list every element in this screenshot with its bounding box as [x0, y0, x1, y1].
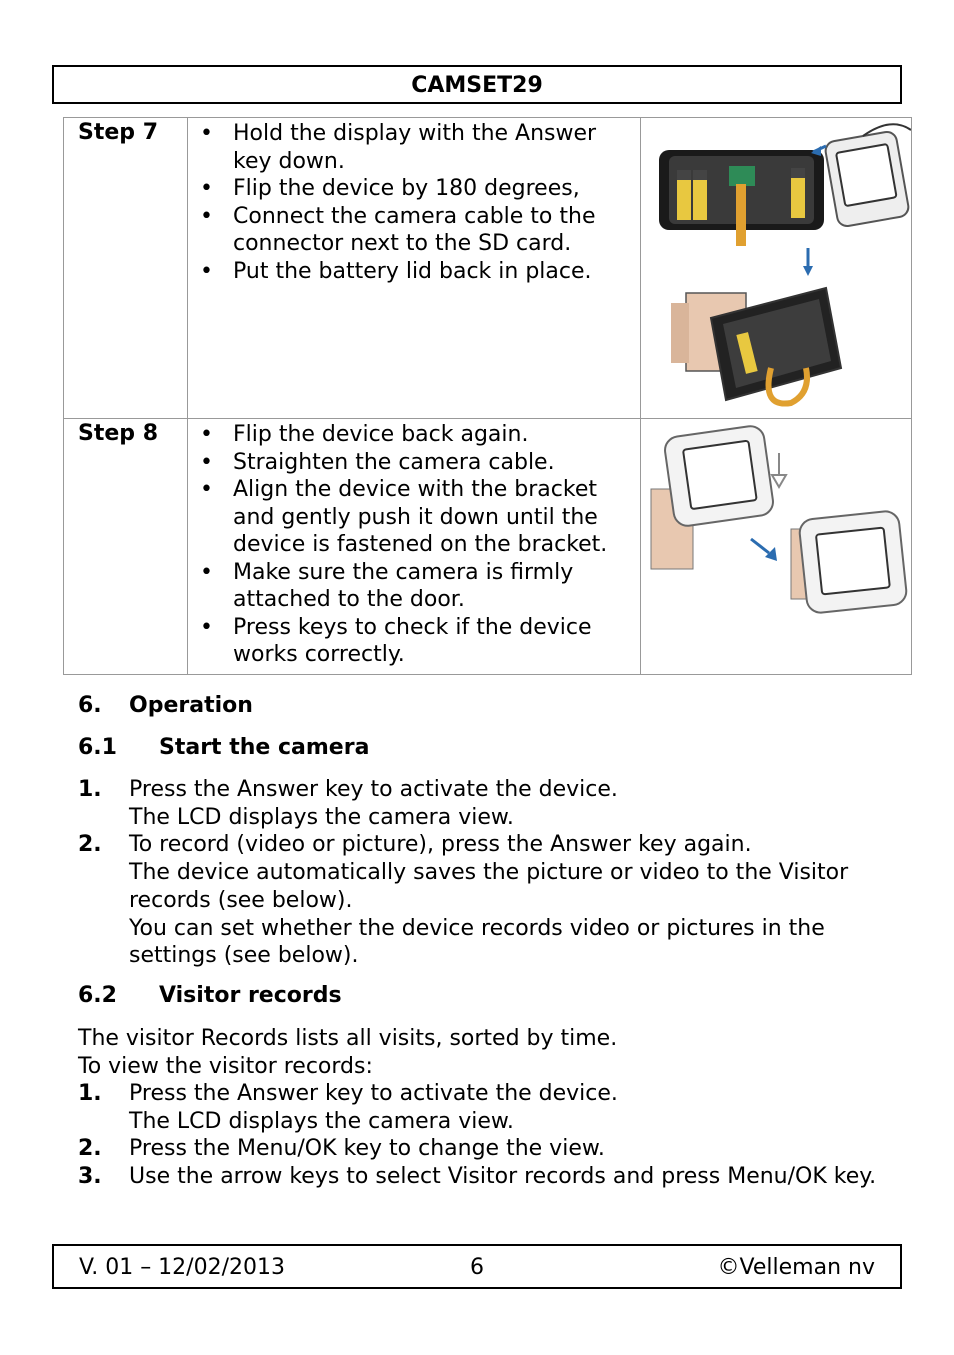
intro-line: The visitor Records lists all visits, sorted by time.: [78, 1026, 618, 1051]
footer-version: V. 01 – 12/02/2013: [79, 1255, 285, 1280]
step-8-bullets: [188, 419, 640, 669]
bullet-item: • Put the battery lid back in place.: [188, 258, 640, 286]
step-8-illustration: [641, 419, 909, 668]
step-7-illustration: [641, 118, 911, 412]
section-number: 6.: [78, 693, 102, 718]
section-number: 6.1: [78, 735, 117, 760]
section-6-heading: [78, 693, 253, 718]
item-number: 2.: [78, 1136, 102, 1162]
section-title: Visitor records: [159, 983, 342, 1008]
item-number: 3.: [78, 1164, 102, 1190]
item-line: You can set whether the device records video or pictures in the settings (see below).: [129, 915, 825, 969]
visitor-records-intro: [78, 1025, 898, 1080]
footer-page-number: 6: [470, 1255, 484, 1280]
document-footer: [52, 1244, 902, 1289]
item-line: To record (video or picture), press the Answer key again.: [129, 832, 752, 858]
list-item: [78, 1163, 898, 1191]
bullet-item: • Flip the device back again.: [188, 421, 640, 449]
bullet-item: • Flip the device by 180 degrees,: [188, 175, 640, 203]
visitor-records-steps: [78, 1080, 898, 1191]
bullet-item: • Make sure the camera is firmly attached to the door.: [188, 559, 640, 614]
item-line: Press the Answer key to activate the device.: [129, 777, 618, 802]
section-6-1-heading: [78, 735, 370, 760]
section-number: 6.2: [78, 983, 117, 1008]
item-number: 2.: [78, 832, 102, 858]
footer-copyright: ©Velleman nv: [717, 1255, 875, 1280]
bullet-item: • Hold the display with the Answer key down.: [188, 120, 640, 175]
bullet-item: • Straighten the camera cable.: [188, 449, 640, 477]
section-title: Start the camera: [159, 735, 370, 760]
step-label: Step 8: [64, 419, 188, 675]
header-title: CAMSET29: [411, 73, 543, 98]
bullet-item: • Press keys to check if the device works correctly.: [188, 614, 640, 669]
item-line: Use the arrow keys to select Visitor records and press Menu/OK key.: [129, 1164, 877, 1190]
bullet-item: • Connect the camera cable to the connector next to the SD card.: [188, 203, 640, 258]
steps-table: [63, 117, 912, 675]
item-line: Press the Menu/OK key to change the view.: [129, 1136, 605, 1162]
section-title: Operation: [129, 693, 253, 718]
step-7-bullets: [188, 118, 640, 285]
intro-line: To view the visitor records:: [78, 1053, 373, 1079]
document-header: [52, 65, 902, 104]
list-item: [78, 1080, 898, 1135]
bullet-item: • Align the device with the bracket and gently push it down until the device is fastened on the bracket.: [188, 476, 640, 559]
item-number: 1.: [78, 777, 102, 802]
step-7-row: [64, 118, 912, 419]
start-camera-steps: [78, 776, 898, 970]
list-item: [78, 1135, 898, 1163]
step-label: Step 7: [64, 118, 188, 419]
list-item: [78, 776, 898, 831]
item-line: The LCD displays the camera view.: [129, 1108, 514, 1134]
list-item: [78, 831, 898, 970]
item-number: 1.: [78, 1081, 102, 1106]
item-line: The LCD displays the camera view.: [129, 804, 514, 830]
item-line: Press the Answer key to activate the device.: [129, 1081, 618, 1106]
section-6-2-heading: [78, 983, 342, 1008]
step-8-row: [64, 419, 912, 675]
item-line: The device automatically saves the picture or video to the Visitor records (see below).: [129, 860, 849, 913]
